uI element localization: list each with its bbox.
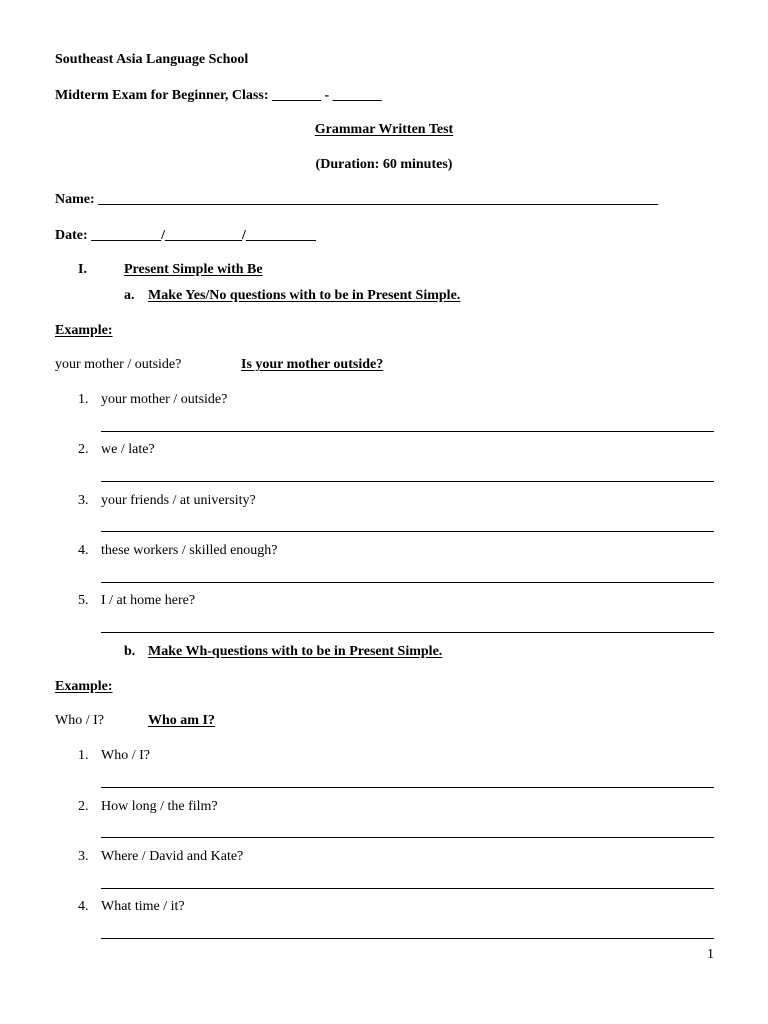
- part-b-example-prompt: Who / I?: [55, 713, 104, 728]
- answer-line[interactable]: [101, 431, 714, 432]
- list-item-number: 1.: [78, 392, 89, 407]
- answer-line[interactable]: [101, 787, 714, 788]
- part-b-letter: b.: [124, 644, 136, 659]
- list-item-text: we / late?: [101, 442, 155, 457]
- answer-line[interactable]: [101, 938, 714, 939]
- list-item-text: What time / it?: [101, 899, 185, 914]
- part-a-example-answer: Is your mother outside?: [241, 357, 384, 372]
- list-item-number: 4.: [78, 543, 89, 558]
- list-item-number: 3.: [78, 493, 89, 508]
- list-item-text: these workers / skilled enough?: [101, 543, 278, 558]
- date-field: Date: __________/___________/__________: [55, 228, 316, 243]
- list-item-text: your friends / at university?: [101, 493, 256, 508]
- exam-title: Midterm Exam for Beginner, Class: _______ - _______: [55, 88, 382, 103]
- list-item-text: your mother / outside?: [101, 392, 228, 407]
- list-item-text: How long / the film?: [101, 799, 218, 814]
- list-item-text: Who / I?: [101, 748, 150, 763]
- answer-line[interactable]: [101, 531, 714, 532]
- part-b-example-answer: Who am I?: [148, 713, 215, 728]
- part-a-letter: a.: [124, 288, 135, 303]
- list-item-number: 3.: [78, 849, 89, 864]
- part-a-instruction: Make Yes/No questions with to be in Present Simple.: [148, 288, 461, 303]
- part-a-example-label: Example:: [55, 323, 113, 338]
- list-item-number: 4.: [78, 899, 89, 914]
- answer-line[interactable]: [101, 481, 714, 482]
- name-field: Name: ________________________________________________________________________________: [55, 192, 659, 207]
- answer-line[interactable]: [101, 888, 714, 889]
- duration: (Duration: 60 minutes): [315, 157, 453, 172]
- list-item-number: 2.: [78, 799, 89, 814]
- part-a-example-prompt: your mother / outside?: [55, 357, 182, 372]
- answer-line[interactable]: [101, 582, 714, 583]
- list-item-number: 2.: [78, 442, 89, 457]
- section-title: Present Simple with Be: [124, 262, 263, 277]
- page-number: 1: [707, 947, 714, 962]
- test-title: Grammar Written Test: [314, 122, 454, 137]
- list-item-number: 5.: [78, 593, 89, 608]
- school-name: Southeast Asia Language School: [55, 52, 249, 67]
- list-item-text: I / at home here?: [101, 593, 196, 608]
- list-item-text: Where / David and Kate?: [101, 849, 244, 864]
- part-b-example-label: Example:: [55, 679, 113, 694]
- answer-line[interactable]: [101, 632, 714, 633]
- list-item-number: 1.: [78, 748, 89, 763]
- answer-line[interactable]: [101, 837, 714, 838]
- section-numeral: I.: [78, 262, 87, 277]
- part-b-instruction: Make Wh-questions with to be in Present Simple.: [148, 644, 443, 659]
